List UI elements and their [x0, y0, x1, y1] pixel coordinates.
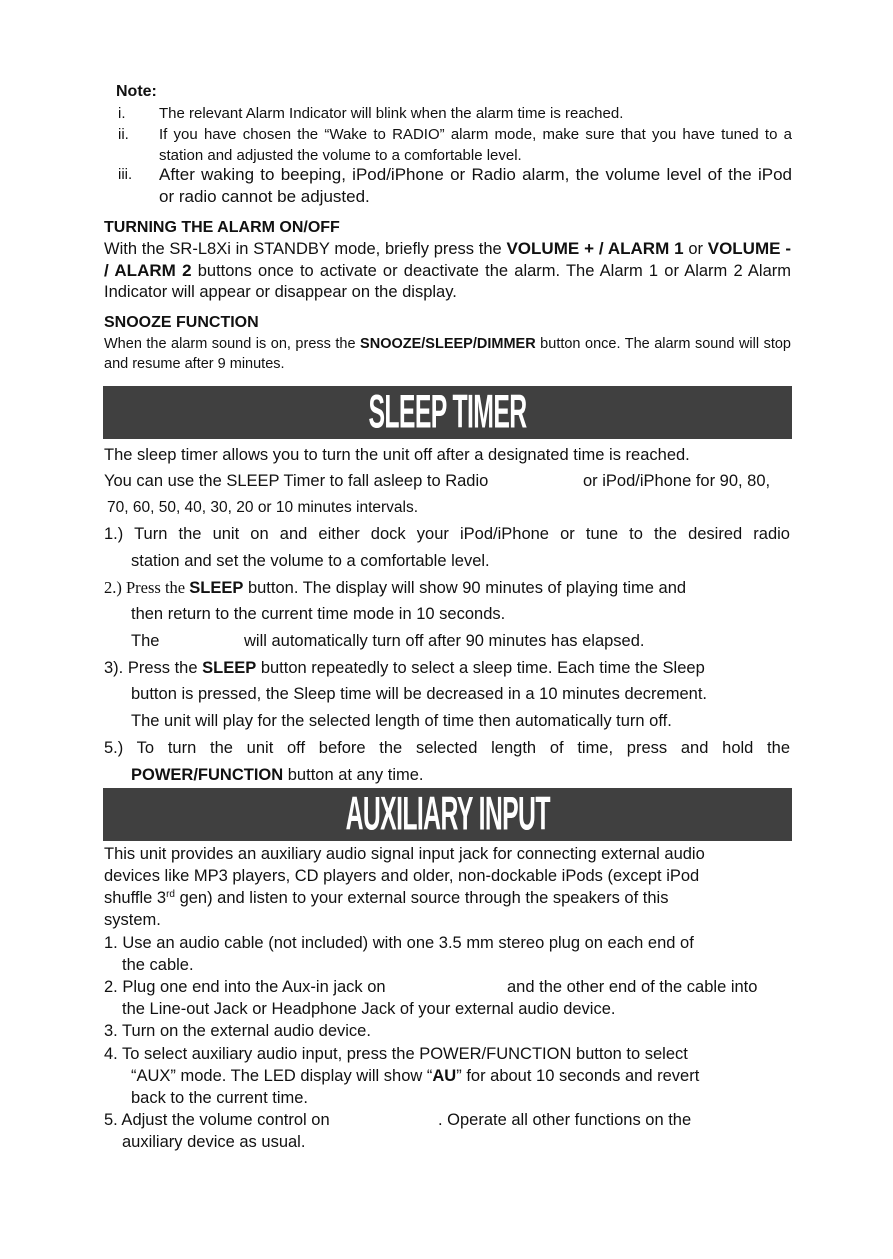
sleep-timer-title: SLEEP TIMER — [368, 385, 527, 438]
aux-intro-line-2: devices like MP3 players, CD players and older, non-dockable iPods (except iPod — [104, 867, 700, 885]
aux-step-4-line-3: back to the current time. — [131, 1089, 308, 1107]
sleep-step-1-line-2: station and set the volume to a comfortable level. — [131, 552, 490, 570]
alarm-onoff-text-3: buttons once to activate or deactivate the alarm. The Alarm 1 or Alarm 2 Alarm Indicator will appear or disappear on the display. — [104, 262, 791, 301]
note-item-number: iii. — [118, 166, 133, 183]
sleep-step-2-line-3b: will automatically turn off after 90 minutes has elapsed. — [244, 632, 645, 650]
aux-input-title: AUXILIARY INPUT — [345, 787, 550, 840]
alarm-1-button-ref: VOLUME + / ALARM 1 — [506, 239, 684, 258]
aux-step-5-line-1b: . Operate all other functions on the — [438, 1111, 692, 1129]
aux-step-2-line-2: the Line-out Jack or Headphone Jack of your external audio device. — [122, 1000, 616, 1018]
note-item-text: If you have chosen the “Wake to RADIO” alarm mode, make sure that you have tuned to a station and adjusted the volume to a comfortable level. — [159, 126, 792, 164]
sleep-button-ref: SLEEP — [189, 579, 244, 597]
au-display-ref: AU — [432, 1067, 457, 1085]
sleep-step-3-line-2: button is pressed, the Sleep time will be decreased in a 10 minutes decrement. — [131, 685, 707, 703]
aux-step-1-line-2: the cable. — [122, 956, 194, 974]
snooze-button-ref: SNOOZE/SLEEP/DIMMER — [360, 336, 536, 352]
aux-step-4-line-2 — [131, 1066, 699, 1086]
sleep-intro-line-3: 70, 60, 50, 40, 30, 20 or 10 minutes intervals. — [107, 499, 419, 516]
aux-step-1-line-1: 1. Use an audio cable (not included) with one 3.5 mm stereo plug on each end of — [104, 934, 694, 952]
aux-step-2-line-1a: 2. Plug one end into the Aux-in jack on — [104, 978, 386, 996]
sleep-step-1-line-1: 1.) Turn the unit on and either dock your iPod/iPhone or tune to the desired radio — [104, 525, 790, 543]
power-function-button-ref: POWER/FUNCTION — [131, 766, 284, 784]
snooze-text-1: When the alarm sound is on, press the — [104, 336, 361, 352]
note-item-number: ii. — [118, 126, 129, 143]
aux-step-2-line-1b: and the other end of the cable into — [507, 978, 758, 996]
alarm-onoff-paragraph — [104, 238, 791, 303]
aux-step-4-line-1: 4. To select auxiliary audio input, press the POWER/FUNCTION button to select — [104, 1045, 688, 1063]
aux-step-4-post: ” for about 10 seconds and revert — [456, 1067, 700, 1085]
sleep-step-2-line-1 — [104, 578, 686, 598]
alarm-onoff-text-1: With the SR-L8Xi in STANDBY mode, briefly press the — [104, 240, 507, 258]
sleep-step-3-line-3: The unit will play for the selected length of time then automatically turn off. — [131, 712, 672, 730]
alarm-onoff-heading: TURNING THE ALARM ON/OFF — [104, 219, 340, 236]
aux-intro-line-4: system. — [104, 911, 161, 929]
sleep-step-2-pre: 2.) Press the — [104, 578, 190, 597]
note-item-2 — [116, 124, 792, 166]
sleep-step-5-line-1: 5.) To turn the unit off before the selected length of time, press and hold the — [104, 739, 790, 757]
sleep-timer-banner — [103, 386, 792, 439]
sleep-step-5-post: button at any time. — [283, 766, 424, 784]
snooze-heading: SNOOZE FUNCTION — [104, 314, 259, 331]
aux-intro-line-3 — [104, 888, 668, 908]
aux-step-4-pre: “AUX” mode. The LED display will show “ — [131, 1067, 433, 1085]
sleep-step-3-line-1 — [104, 658, 705, 678]
note-title: Note: — [116, 83, 157, 100]
snooze-paragraph — [104, 334, 791, 374]
sleep-step-3-pre: 3). Press the — [104, 659, 203, 677]
alarm-onoff-text-2: or — [683, 240, 708, 258]
sleep-step-2-line-2: then return to the current time mode in 10 seconds. — [131, 605, 506, 623]
aux-step-5-line-2: auxiliary device as usual. — [122, 1133, 306, 1151]
sleep-step-2-line-3a: The — [131, 632, 160, 650]
aux-step-3: 3. Turn on the external audio device. — [104, 1022, 371, 1040]
aux-input-banner — [103, 788, 792, 841]
sleep-intro-line-2b: or iPod/iPhone for 90, 80, — [583, 472, 771, 490]
snooze-text-2: button once. The alarm sound will stop and resume after 9 minutes. — [104, 336, 791, 372]
note-item-text: After waking to beeping, iPod/iPhone or Radio alarm, the volume level of the iPod or radio cannot be adjusted. — [159, 165, 792, 206]
sleep-intro-line-2a: You can use the SLEEP Timer to fall asleep to Radio — [104, 472, 489, 490]
sleep-intro-line-1: The sleep timer allows you to turn the unit off after a designated time is reached. — [104, 446, 690, 464]
note-item-number: i. — [118, 105, 126, 122]
alarm-2-button-ref: VOLUME - / ALARM 2 — [104, 239, 791, 280]
sleep-button-ref-2: SLEEP — [202, 659, 257, 677]
sleep-step-5-line-2 — [131, 765, 424, 785]
aux-intro-line-1: This unit provides an auxiliary audio signal input jack for connecting external audio — [104, 845, 705, 863]
note-item-3 — [116, 164, 792, 208]
sleep-step-3-post: button repeatedly to select a sleep time. Each time the Sleep — [256, 659, 705, 677]
aux-step-5-line-1a: 5. Adjust the volume control on — [104, 1111, 330, 1129]
note-item-1 — [116, 103, 792, 124]
aux-intro-shuffle: shuffle 3 — [104, 889, 167, 907]
sleep-step-2-post: button. The display will show 90 minutes of playing time and — [243, 579, 687, 597]
note-item-text: The relevant Alarm Indicator will blink when the alarm time is reached. — [159, 105, 624, 122]
aux-intro-line-3-rest: gen) and listen to your external source through the speakers of this — [174, 889, 669, 907]
aux-intro-ordinal: rd — [166, 889, 175, 900]
